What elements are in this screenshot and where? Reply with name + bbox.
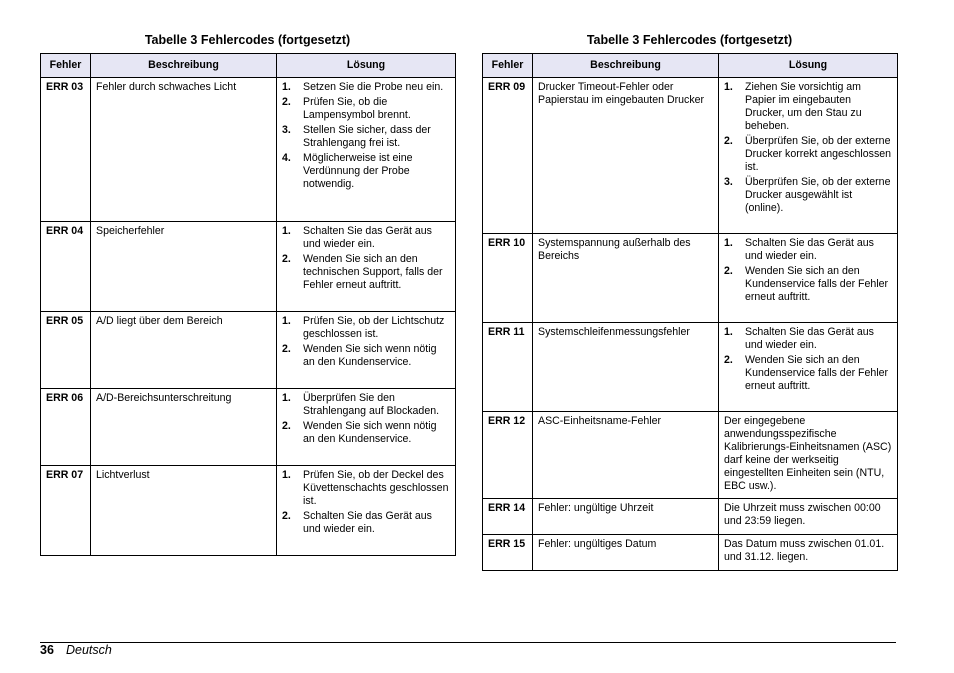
solution-step: 1. Prüfen Sie, ob der Deckel des Küvettenschachts geschlossen ist. — [282, 469, 449, 507]
page-language: Deutsch — [66, 643, 112, 657]
table-row — [483, 78, 898, 234]
left-error-table — [40, 53, 456, 556]
table-row — [41, 78, 456, 222]
solution-step: 1. Schalten Sie das Gerät aus und wieder ein. — [282, 225, 432, 250]
error-solution — [277, 222, 456, 312]
table-row — [483, 323, 898, 412]
error-description: Systemspannung außerhalb des Bereichs — [533, 234, 719, 323]
solution-step: 2. Prüfen Sie, ob die Lampensymbol brennt. — [282, 96, 411, 121]
error-description: ASC-Einheitsname-Fehler — [533, 412, 719, 499]
right-error-table — [482, 53, 898, 571]
error-solution — [719, 78, 898, 234]
error-description: Systemschleifenmessungsfehler — [533, 323, 719, 412]
error-description: Fehler durch schwaches Licht — [91, 78, 277, 222]
header-beschreibung: Beschreibung — [533, 54, 719, 78]
error-code: ERR 05 — [41, 312, 91, 389]
header-beschreibung: Beschreibung — [91, 54, 277, 78]
page-number: 36 — [40, 643, 54, 657]
table-row — [483, 535, 898, 571]
error-code: ERR 09 — [483, 78, 533, 234]
error-code: ERR 15 — [483, 535, 533, 571]
table-header-row — [41, 54, 456, 78]
error-code: ERR 04 — [41, 222, 91, 312]
error-solution: Das Datum muss zwischen 01.01. und 31.12. liegen. — [719, 535, 898, 571]
solution-step: 1. Prüfen Sie, ob der Lichtschutz geschlossen ist. — [282, 315, 445, 340]
right-table-caption: Tabelle 3 Fehlercodes (fortgesetzt) — [586, 33, 793, 47]
error-solution — [719, 323, 898, 412]
table-row — [483, 499, 898, 535]
header-fehler: Fehler — [483, 54, 533, 78]
header-loesung: Lösung — [277, 54, 456, 78]
solution-step: 3. Überprüfen Sie, ob der externe Drucker ausgewählt ist (online). — [724, 176, 891, 214]
error-code: ERR 07 — [41, 466, 91, 556]
error-solution — [277, 312, 456, 389]
header-loesung: Lösung — [719, 54, 898, 78]
table-header-row — [483, 54, 898, 78]
error-description: Fehler: ungültige Uhrzeit — [533, 499, 719, 535]
solution-step: 1. Ziehen Sie vorsichtig am Papier im eingebauten Drucker, um den Stau zu beheben. — [724, 81, 862, 132]
error-code: ERR 06 — [41, 389, 91, 466]
table-row — [41, 222, 456, 312]
solution-step: 2. Wenden Sie sich an den Kundenservice falls der Fehler erneut auftritt. — [724, 354, 889, 392]
solution-step: 2. Wenden Sie sich wenn nötig an den Kundenservice. — [282, 343, 437, 368]
solution-step: 2. Wenden Sie sich an den Kundenservice falls der Fehler erneut auftritt. — [724, 265, 889, 303]
solution-step: 1. Schalten Sie das Gerät aus und wieder ein. — [724, 237, 874, 262]
table-row — [483, 412, 898, 499]
error-description: Speicherfehler — [91, 222, 277, 312]
error-code: ERR 14 — [483, 499, 533, 535]
solution-step: 2. Wenden Sie sich wenn nötig an den Kundenservice. — [282, 420, 437, 445]
left-table-caption: Tabelle 3 Fehlercodes (fortgesetzt) — [144, 33, 351, 47]
error-solution — [719, 234, 898, 323]
solution-step: 2. Schalten Sie das Gerät aus und wieder ein. — [282, 510, 432, 535]
table-row — [41, 466, 456, 556]
error-code: ERR 12 — [483, 412, 533, 499]
solution-step: 1. Schalten Sie das Gerät aus und wieder ein. — [724, 326, 874, 351]
error-code: ERR 11 — [483, 323, 533, 412]
error-solution — [277, 389, 456, 466]
error-description: A/D-Bereichsunterschreitung — [91, 389, 277, 466]
error-description: Lichtverlust — [91, 466, 277, 556]
solution-step: 1. Setzen Sie die Probe neu ein. — [282, 81, 444, 93]
table-row — [41, 312, 456, 389]
solution-step: 3. Stellen Sie sicher, dass der Strahlengang frei ist. — [282, 124, 431, 149]
header-fehler: Fehler — [41, 54, 91, 78]
solution-step: 2. Überprüfen Sie, ob der externe Drucker korrekt angeschlossen ist. — [724, 135, 892, 173]
error-code: ERR 10 — [483, 234, 533, 323]
table-row — [41, 389, 456, 466]
error-solution: Die Uhrzeit muss zwischen 00:00 und 23:59 liegen. — [719, 499, 898, 535]
error-solution — [277, 466, 456, 556]
solution-step: 1. Überprüfen Sie den Strahlengang auf Blockaden. — [282, 392, 440, 417]
table-row — [483, 234, 898, 323]
error-description: A/D liegt über dem Bereich — [91, 312, 277, 389]
error-solution — [277, 78, 456, 222]
error-solution: Der eingegebene anwendungsspezifische Kalibrierungs-Einheitsnamen (ASC) darf keine der werkseitig eingestellten Einheiten sein (NTU, EBC usw.). — [719, 412, 898, 499]
footer-divider — [40, 642, 896, 643]
error-code: ERR 03 — [41, 78, 91, 222]
error-description: Drucker Timeout-Fehler oder Papierstau im eingebauten Drucker — [533, 78, 719, 234]
solution-step: 4. Möglicherweise ist eine Verdünnung der Probe notwendig. — [282, 152, 413, 190]
solution-step: 2. Wenden Sie sich an den technischen Support, falls der Fehler erneut auftritt. — [282, 253, 443, 291]
error-description: Fehler: ungültiges Datum — [533, 535, 719, 571]
